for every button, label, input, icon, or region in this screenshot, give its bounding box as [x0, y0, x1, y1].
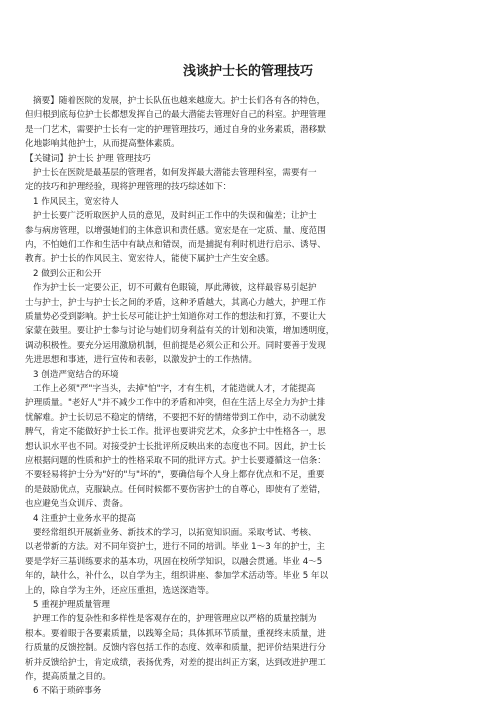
text-line: 【关键词】护士长 护理 管理技巧 [25, 153, 151, 164]
text-line: 士与护士，护士与护士长之间的矛盾，这种矛盾越大，其离心力越大，护理工作 [25, 297, 326, 308]
text-line: 要是学好三基训练要求的基本功，巩固在校所学知识，以融会贯通。毕业 4～5 [25, 556, 323, 567]
text-line: 是一门艺术，需要护士长有一定的护理管理技巧，通过自身的业务素质，潜移默 [25, 124, 326, 135]
text-line: 质量势必受到影响。护士长尽可能让护士知道你对工作的想法和打算，不要让大 [25, 312, 326, 322]
text-line: 作，提高质量之目的。 [25, 672, 111, 682]
text-line: 行质量的反馈控制。反馈内容包括工作的态度、效率和质量，把评价结果进行分 [25, 643, 326, 654]
text-line: 内，不怕她们工作和生活中有缺点和错误，而是捕捉有利时机进行启示、诱导、 [25, 240, 326, 250]
text-line: 工作上必须"严"字当头，去掉"怕"字，才有生机，才能造就人才，才能提高 [33, 384, 316, 394]
text-line: 作为护士长一定要公正，切不可戴有色眼镜，厚此薄彼，这样最容易引起护 [33, 283, 317, 294]
text-line: 5 重视护理质量管理 [33, 600, 110, 610]
text-line: 摘要】随着医院的发展，护士长队伍也越来越庞大。护士长们各有各的特色， [33, 96, 326, 106]
text-line: 4 注重护士业务水平的提高 [33, 513, 136, 524]
page-title: 浅谈护士长的管理技巧 [182, 64, 313, 79]
text-line: 3 创造严宽结合的环境 [33, 369, 119, 380]
text-line: 不要轻易将护士分为"好的"与"坏的"，要确信每个人身上都存优点和不足，重要 [25, 470, 325, 481]
text-line: 调动积极性。要充分运用激励机制，但前提是必须公正和公开。同时要善于发现 [25, 340, 326, 351]
text-line: 应根据问题的性质和护士的性格采取不同的批评方式。护士长要遵循这一信条： [25, 456, 326, 466]
text-line: 上的，除自学为主外，还应压重担，选送深造等。 [25, 585, 215, 596]
text-line: 护士长在医院是最基层的管理者，如何发挥最大潜能去管理科室，需要有一 [33, 168, 317, 178]
text-line: 护士长要广泛听取医护人员的意见，及时纠正工作中的失误和偏差；让护士 [33, 211, 317, 222]
text-line: 先进思想和事迹，进行宣传和表彰，以激发护士的工作热情。 [25, 355, 258, 366]
text-line: 1 作风民主，宽宏待人 [33, 196, 119, 207]
text-line: 家蒙在鼓里。要让护士参与讨论与她们切身利益有关的计划和决策，增加透明度， [25, 326, 335, 337]
text-line: 的是鼓励优点，克服缺点。任何时候都不要伤害护士的自尊心，即使有了差错， [25, 484, 326, 495]
text-line: 护理工作的复杂性和多样性是客观存在的，护理管理应以严格的质量控制为 [33, 614, 317, 625]
text-line: 6 不陷于琐碎事务 [33, 686, 102, 697]
text-line: 定的技巧和护理经验，现将护理管理的技巧综述如下： [25, 182, 232, 193]
text-line: 忧解难。护士长切忌不稳定的情绪，不要把不好的情绪带到工作中，动不动就发 [25, 412, 326, 423]
text-line: 想认识水平也不同。对接受护士长批评所反映出来的态度也不同。因此，护士长 [25, 441, 326, 452]
text-line: 但归根到底每位护士长都想发挥自己的最大潜能去管理好自己的科室。护理管理 [25, 110, 326, 121]
text-line: 根本。要着眼于各要素质量，以践筹全局；具体抓环节质量，重视终末质量，进 [25, 628, 326, 639]
text-line: 2 做到公正和公开 [33, 268, 102, 279]
text-line: 析并反馈给护士，肯定成绩，表扬优秀，对差的提出纠正方案，达到改进护理工 [25, 657, 326, 668]
text-line: 脾气，肯定不能做好护士长工作。批评也要讲究艺术，众多护士中性格各一，思 [25, 427, 326, 438]
text-line: 护理质量。"老好人"并不减少工作中的矛盾和冲突，但在生活上尽全力为护士排 [25, 398, 326, 409]
text-line: 以老带新的方法。对不同年资护士，进行不同的培训。毕业 1～3 年的护士，主 [25, 542, 325, 553]
text-line: 化地影响其他护士，从而提高整体素质。 [25, 139, 180, 150]
text-line: 参与病房管理，以增强她们的主体意识和责任感。宽宏是在一定质、量、度范围 [25, 225, 326, 236]
text-line: 要经常组织开展新业务、新技术的学习，以拓宽知识面。采取考试、考核、 [33, 528, 317, 538]
text-line: 也应避免当众训斥、责备。 [25, 499, 129, 510]
text-line: 教育。护士长的作风民主、宽宏待人，能使下属护士产生安全感。 [25, 254, 275, 265]
text-line: 年的，缺什么，补什么，以自学为主，组织讲座、参加学术活动等。毕业 5 年以 [25, 571, 329, 582]
